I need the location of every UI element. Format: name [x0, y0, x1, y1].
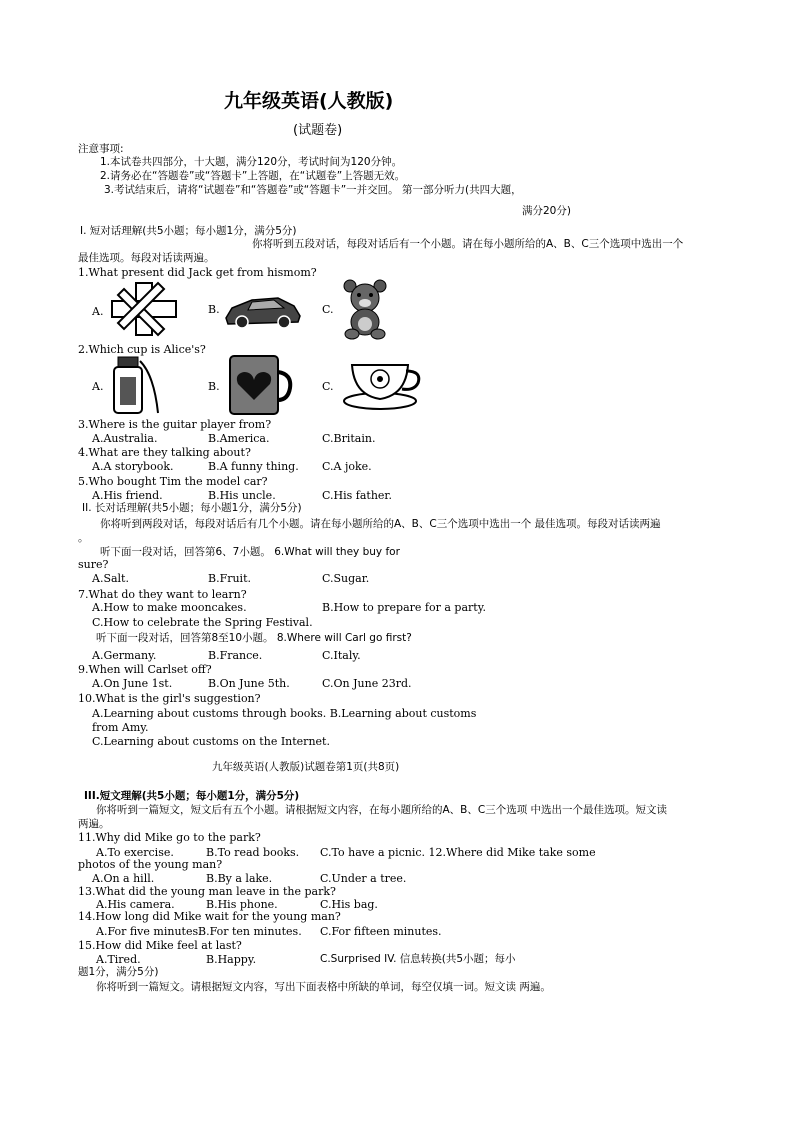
q6-option-c: C.Sugar. [322, 572, 370, 585]
q13-option-a: A.His camera. [96, 898, 175, 911]
q11-option-b: B.To read books. [206, 846, 300, 859]
q4-option-b: B.A funny thing. [208, 460, 299, 473]
q13-option-c: C.His bag. [320, 898, 378, 911]
section1-instr-1: 你将听到五段对话，每段对话后有一个小题。请在每小题所给的A、B、C三个选项中选出一个 [252, 238, 684, 250]
heart-mug-icon [226, 352, 294, 418]
q5-text: 5.Who bought Tim the model car? [78, 475, 268, 488]
q7-text: 7.What do they want to learn? [78, 588, 247, 601]
section1-instr-2: 最佳选项。每段对话读两遍。 [78, 252, 215, 264]
q4-option-c: C.A joke. [322, 460, 372, 473]
q8-option-b: B.France. [208, 649, 263, 662]
q4-text: 4.What are they talking about? [78, 446, 251, 459]
q14-option-a: A.For five minutes. [96, 925, 202, 938]
section2-lead-1: 听下面一段对话，回答第6、7小题。 6.What will they buy for [100, 546, 400, 558]
notice-1: 1.本试卷共四部分，十大题，满分120分，考试时间为120分钟。 [100, 156, 403, 168]
section3-instr-1: 你将听到一篇短文，短文后有五个小题。请根据短文内容，在每小题所给的A、B、C三个选项 中选出一个最佳选项。短文读 [96, 804, 668, 816]
q8-option-a: A.Germany. [92, 649, 157, 662]
teddy-bear-icon [338, 278, 392, 340]
section3-heading: III.短文理解(共5小题；每小题1分，满分5分) [84, 790, 300, 802]
q8-option-c: C.Italy. [322, 649, 361, 662]
q9-option-c: C.On June 23rd. [322, 677, 412, 690]
q15-option-a: A.Tired. [96, 953, 141, 966]
teacup-icon [342, 357, 424, 413]
q10-option-a-cont: from Amy. [92, 721, 149, 734]
q13-text: 13.What did the young man leave in the park? [78, 885, 336, 898]
notice-3b: 满分20分) [522, 205, 571, 217]
q12-option-c: C.Under a tree. [320, 872, 407, 885]
notice-3: 3.考试结束后，请将“试题卷”和“答题卷”或“答题卡”一并交回。 第一部分听力(共四大题， [104, 184, 522, 196]
section2-instr-1: 你将听到两段对话，每段对话后有几个小题。请在每小题所给的A、B、C三个选项中选出一个 最佳选项。每段对话读两遍 [100, 518, 661, 530]
q1-option-c-label: C. [322, 303, 334, 316]
building-blocks-icon [108, 279, 180, 339]
q9-option-a: A.On June 1st. [92, 677, 173, 690]
section2-instr-2: 。 [78, 532, 89, 544]
q12-option-b: B.By a lake. [206, 872, 273, 885]
q4-option-a: A.A storybook. [92, 460, 174, 473]
page-subtitle: (试题卷) [293, 123, 343, 138]
page-footer: 九年级英语(人教版)试题卷第1页(共8页) [212, 761, 400, 773]
q7-option-b: B.How to prepare for a party. [322, 601, 486, 614]
section2-heading: II. 长对话理解(共5小题；每小题1分，满分5分) [82, 502, 302, 514]
section4-heading: 题1分，满分5分) [78, 966, 159, 978]
q14-text: 14.How long did Mike wait for the young man? [78, 910, 341, 923]
q11-option-a: A.To exercise. [96, 846, 174, 859]
q6-option-b: B.Fruit. [208, 572, 251, 585]
q2-option-b-label: B. [208, 380, 220, 393]
q3-option-c: C.Britain. [322, 432, 376, 445]
section2-lead-2: 听下面一段对话，回答第8至10小题。 8.Where will Carl go first? [96, 632, 412, 644]
section4-instr: 你将听到一篇短文。请根据短文内容，写出下面表格中所缺的单词，每空仅填一词。短文读 两遍。 [96, 981, 551, 993]
q3-option-b: B.America. [208, 432, 270, 445]
q14-option-c: C.For fifteen minutes. [320, 925, 442, 938]
q10-option-a: A.Learning about customs through books. B.Learning about customs [92, 707, 477, 720]
q2-option-c-label: C. [322, 380, 334, 393]
q15-option-c: C.Surprised IV. 信息转换(共5小题；每小 [320, 953, 516, 965]
q5-option-c: C.His father. [322, 489, 392, 502]
q3-text: 3.Where is the guitar player from? [78, 418, 272, 431]
q15-option-b: B.Happy. [206, 953, 257, 966]
q1-option-a-label: A. [92, 305, 104, 318]
q7-option-c: C.How to celebrate the Spring Festival. [92, 616, 313, 629]
q2-option-a-label: A. [92, 380, 104, 393]
q12-option-a: A.On a hill. [92, 872, 155, 885]
q1-text: 1.What present did Jack get from hismom? [78, 266, 317, 279]
q5-option-a: A.His friend. [92, 489, 163, 502]
q5-option-b: B.His uncle. [208, 489, 276, 502]
q9-text: 9.When will Carlset off? [78, 663, 212, 676]
q13-option-b: B.His phone. [206, 898, 278, 911]
q9-option-b: B.On June 5th. [208, 677, 290, 690]
q1-option-b-label: B. [208, 303, 220, 316]
q15-text: 15.How did Mike feel at last? [78, 939, 242, 952]
q3-option-a: A.Australia. [92, 432, 158, 445]
q12-text: photos of the young man? [78, 858, 223, 871]
q10-option-c: C.Learning about customs on the Internet. [92, 735, 330, 748]
q7-option-a: A.How to make mooncakes. [92, 601, 247, 614]
q2-text: 2.Which cup is Alice's? [78, 343, 206, 356]
toy-car-icon [222, 288, 302, 332]
section3-instr-2: 两遍。 [78, 818, 110, 830]
q14-option-b: B.For ten minutes. [198, 925, 302, 938]
q6-option-a: A.Salt. [92, 572, 129, 585]
q11-text: 11.Why did Mike go to the park? [78, 831, 261, 844]
notice-label: 注意事项: [78, 143, 124, 155]
q11-option-c: C.To have a picnic. 12.Where did Mike take some [320, 846, 596, 859]
page-title: 九年级英语(人教版) [224, 90, 394, 112]
water-bottle-icon [110, 355, 162, 417]
section1-heading: I. 短对话理解(共5小题；每小题1分，满分5分) [80, 225, 297, 237]
section2-lead-1b: sure? [78, 558, 109, 571]
notice-2: 2.请务必在“答题卷”或“答题卡”上答题，在“试题卷”上答题无效。 [100, 170, 406, 182]
q10-text: 10.What is the girl's suggestion? [78, 692, 261, 705]
